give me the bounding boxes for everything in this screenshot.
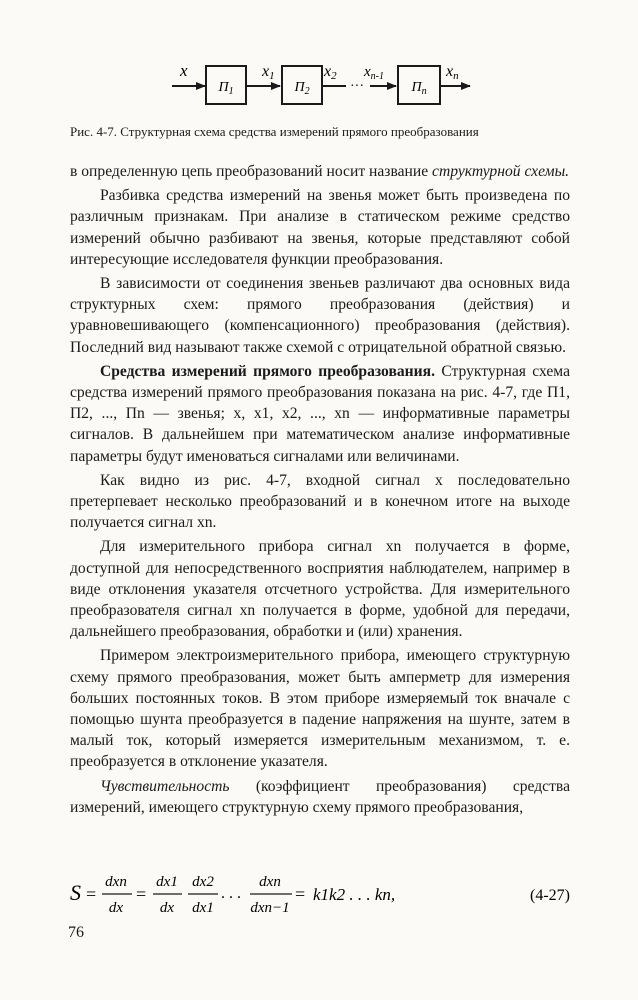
section-heading: Средства измерений прямого преобразования. xyxy=(100,362,435,380)
eq-sign: = xyxy=(136,884,147,904)
frac3-num: dx2 xyxy=(192,874,214,890)
continuation-text: в определенную цепь преобразований носит название xyxy=(70,163,433,180)
structural-diagram xyxy=(0,40,638,120)
term-structural-scheme: структурной схемы. xyxy=(432,163,570,180)
formula-svg xyxy=(70,866,570,924)
input-label: x xyxy=(180,61,188,80)
paragraph: Как видно из рис. 4-7, входной сигнал x последовательно претерпевает несколько преобразований и в конечном итоге на выходе получается сигнал xn. xyxy=(70,471,570,532)
signal-xn-label: xn xyxy=(446,63,459,82)
formula-number: (4-27) xyxy=(530,887,570,904)
frac4-den: dxn−1 xyxy=(250,900,290,916)
formula-rhs: k1k2 . . . kn, xyxy=(313,885,396,904)
sensitivity-text: (коэффициент преобразования) средства измерений, имеющего структурную схему прямого преобразования, xyxy=(70,777,570,816)
body-text xyxy=(70,161,570,818)
paragraph-section xyxy=(70,361,570,467)
figure-caption: Рис. 4-7. Структурная схема средства измерений прямого преобразования xyxy=(70,124,479,139)
block-1-label: $П_1$ xyxy=(218,80,234,97)
formula-lhs: S xyxy=(70,880,81,905)
paragraph-continuation xyxy=(70,161,570,182)
paragraph: Примером электроизмерительного прибора, имеющего структурную схему прямого преобразования, может быть амперметр для измерения больших постоянных токов. В этом приборе измеряемый ток вначале с помощью шунта преобразуется в падение напряжения на шунте, затем в малый ток, который измеряется измерительным механизмом, т. е. преобразуется в отклонение указателя. xyxy=(70,647,570,771)
frac2-den: dx xyxy=(159,900,175,916)
paragraph-sensitivity xyxy=(70,776,570,818)
block-n-label: $П_n$ xyxy=(411,80,427,97)
signal-xn-1-label: $x_{n-1}$ xyxy=(364,64,385,82)
diagram-ellipsis: ··· xyxy=(350,79,364,94)
page-number: 76 xyxy=(68,924,84,941)
frac4-num: dxn xyxy=(259,874,281,890)
formula-dots: . . . xyxy=(221,885,241,902)
frac2-num: dx1 xyxy=(156,874,178,890)
frac1-num: dxn xyxy=(105,874,127,890)
paragraph: В зависимости от соединения звеньев различают два основных вида структурных схем: прямого преобразования (действия) и уравновешивающего (компенсационного) преобразования (действия). Последний вид называют также схемой с отрицательной обратной связью. xyxy=(70,275,570,356)
signal-x2-label: x2 xyxy=(324,63,337,82)
eq-sign: = xyxy=(295,884,306,904)
term-sensitivity: Чувствительность xyxy=(100,777,230,795)
paragraph: Для измерительного прибора сигнал xn получается в форме, доступной для непосредственного восприятия наблюдателем, например в виде отклонения указателя отсчетного устройства. Для измерительного преобразователя сигнал xn получается в форме, удобной для передачи, дальнейшего преобразования, обработки и (или) хранения. xyxy=(70,538,570,641)
formula-4-27 xyxy=(70,866,570,924)
frac1-den: dx xyxy=(108,900,124,916)
frac3-den: dx1 xyxy=(192,900,214,916)
paragraph: Разбивка средства измерений на звенья может быть произведена по различным признакам. При анализе в статическом режиме средство измерений обычно разбивают на звенья, которые представляют собой интересующие исследователя функции преобразования. xyxy=(70,187,570,268)
section-text: Структурная схема средства измерений прямого преобразования показана на рис. 4-7, где П1, П2, ..., Пn — звенья; x, x1, x2, ..., xn — информативные параметры сигналов. В дальнейшем при математическом анализе информативные параметры будут именоваться сигналами или величинами. xyxy=(70,362,570,465)
eq-sign: = xyxy=(86,884,97,904)
diagram-svg xyxy=(0,40,638,120)
block-2-label: $П_2$ xyxy=(294,80,310,97)
signal-x1-label: x1 xyxy=(262,63,275,82)
